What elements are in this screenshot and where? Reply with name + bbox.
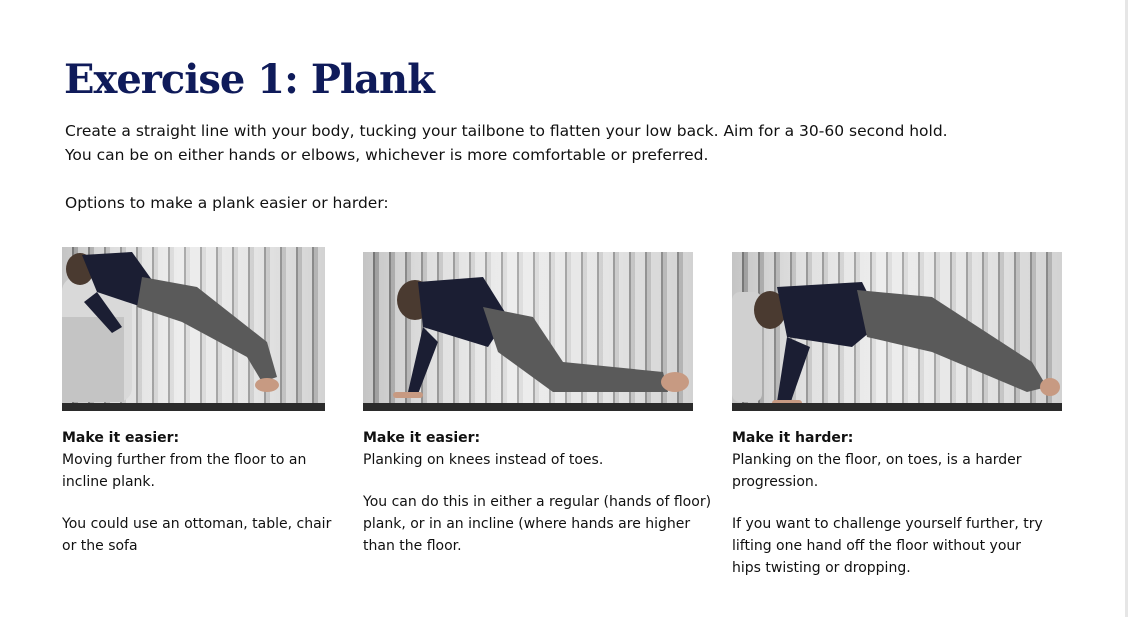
card-easier-incline — [62, 427, 334, 557]
page-title: Exercise 1: Plank — [64, 56, 434, 103]
card-harder-floor — [732, 427, 1052, 579]
card-heading: Make it harder: — [732, 430, 854, 446]
card-text-1: Planking on the floor, on toes, is a harder progression. — [732, 452, 1022, 490]
intro-line-1: Create a straight line with your body, tucking your tailbone to flatten your low back. Aim for a 30-60 second hold. — [65, 122, 948, 140]
options-heading: Options to make a plank easier or harder: — [65, 194, 389, 212]
card-text-1: Moving further from the floor to an incline plank. — [62, 452, 307, 490]
intro-line-2: You can be on either hands or elbows, whichever is more comfortable or preferred. — [65, 146, 709, 164]
intro-text — [65, 119, 1065, 167]
card-text-2: You could use an ottoman, table, chair or the sofa — [62, 516, 332, 554]
card-heading: Make it easier: — [62, 430, 180, 446]
card-heading: Make it easier: — [363, 430, 481, 446]
card-text-2: You can do this in either a regular (hands of floor) plank, or in an incline (where hands are higher than the floor. — [363, 494, 712, 554]
photo-floor-plank — [732, 252, 1062, 411]
photo-incline-plank — [62, 247, 325, 411]
card-text-1: Planking on knees instead of toes. — [363, 452, 604, 468]
card-text-2: If you want to challenge yourself further, try lifting one hand off the floor without your hips twisting or dropping. — [732, 516, 1043, 576]
photo-knee-plank — [363, 252, 693, 411]
card-easier-knees — [363, 427, 713, 557]
